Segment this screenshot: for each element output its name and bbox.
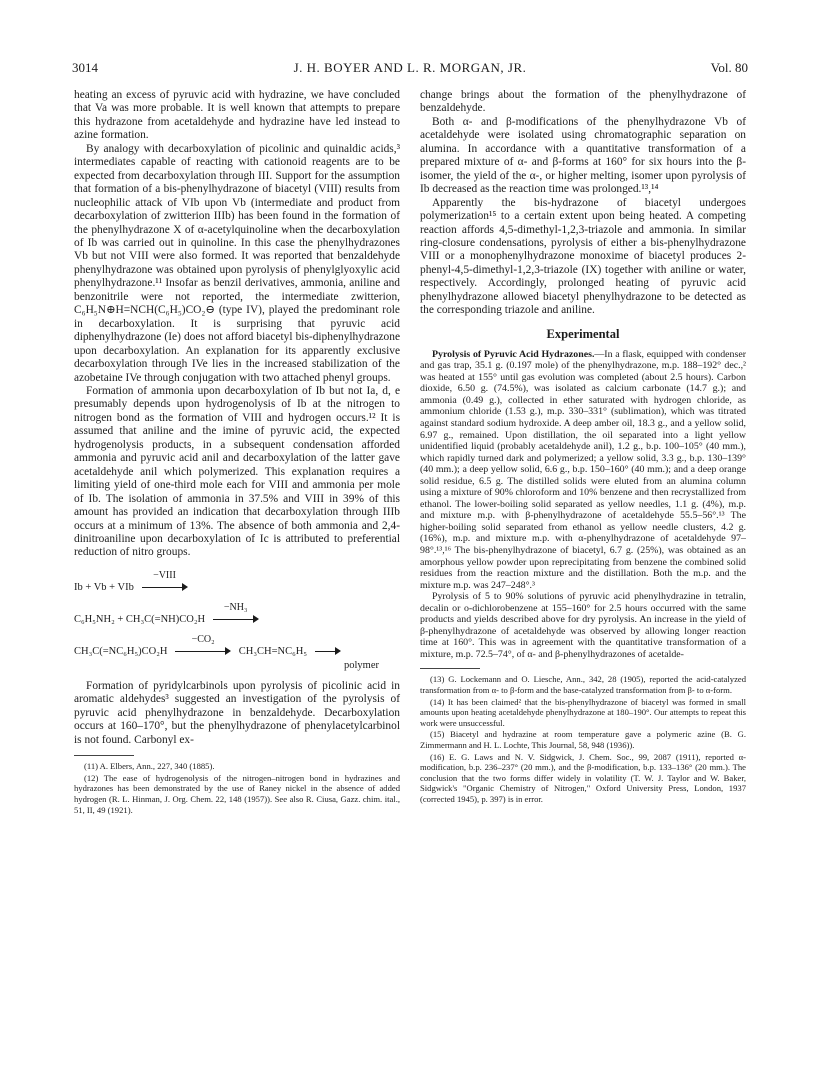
reaction-arrow — [142, 570, 188, 592]
scheme-line-2 — [74, 602, 264, 625]
arrow-label: −NH₃ — [223, 602, 248, 614]
experimental-text: —In a flask, equipped with condenser and gas trap, 35.1 g. (0.197 mole) of the phenylhydrazone, m.p. 188–192° dec.,² was heated at 155° until gas evolution was completed (about 2.5 hours). Carbon dioxide, 6.50 g. (74.5%), was isolated as calcium carbonate (14.7 g.); and ammonia (0.49 g.), collected in ether saturated with hydrogen chloride, as ammonium chloride (1.53 g.), m.p. 330–331° (sublimation), which was titrated against standard sodium hydroxide. A deep amber oil, 18.3 g., and a yellow solid, 6.97 g., remained. Upon distillation, the oil separated into a light yellow unidentified liquid (probably acetaldehyde anil), 1.2 g., b.p. 100–105° (40 mm.), which rapidly turned dark and polymerized; a yellow solid, 3.3 g., b.p. 130–139° (40 mm.); a deep yellow solid, 6.6 g., b.p. 150–160° (40 mm.); and a deep orange solid residue, 6.5 g. The distilled solids were eluted from an alumina column using a mixture of 90% chloroform and 10% benzene and then recrystallized from ethanol. The lower-boiling solid separated as yellow needles, 1.1 g. (4%), m.p. and mixture m.p. with β-phenylhydrazone of acetaldehyde 55.5–56°.¹³ The higher-boiling solid separated from ethanol as yellow needle clusters, 4.2 g. (16%), m.p. and mixture m.p. with α-phenylhydrazone of acetaldehyde 97–98°.¹³,¹⁶ The bis-phenylhydrazone of biacetyl, 6.7 g. (25%), was obtained as an amorphous yellow powder upon reprecipitating from benzene the combined solid residues from the reaction mixture and the distillation. Both the m.p. and the mixture m.p. was 247–248°.³ — [420, 348, 746, 591]
scheme-anil-acid: CH₃C(=NC₆H₅)CO₂H — [74, 645, 168, 657]
footnote: (13) G. Lockemann and O. Liesche, Ann., 342, 28 (1905), reported the acid-catalyzed transformation from α- to β-form and the base-catalyzed transformation from β- to α-form. — [420, 674, 746, 696]
body-paragraph: Formation of pyridylcarbinols upon pyrolysis of picolinic acid in aromatic aldehydes³ suggested an investigation of the pyrolysis of pyruvic acid phenylhydrazone in benzaldehyde. Decarboxylation occurs at 160–170°, but the phenylhydrazone of phenylacetylcarbinol is not found. Carbonyl ex- — [74, 679, 400, 746]
page-number: 3014 — [72, 60, 98, 75]
right-column — [420, 89, 746, 806]
scheme-line-1 — [74, 570, 193, 593]
reaction-scheme — [74, 570, 400, 670]
page-header — [72, 60, 748, 78]
running-authors: J. H. BOYER AND L. R. MORGAN, JR. — [293, 60, 527, 75]
body-paragraph: change brings about the formation of the phenylhydrazone of benzaldehyde. — [420, 89, 746, 115]
reaction-arrow — [315, 646, 341, 656]
footnote: (16) E. G. Laws and N. V. Sidgwick, J. Chem. Soc., 99, 2087 (1911), reported α-modification, b.p. 236–237° (20 mm.), and the β-modification, b.p. 133–136° (20 mm.). The conclusion that the two forms differ widely in volatility (T. W. J. Taylor and W. Baker, Sidgwick's "Organic Chemistry of Nitrogen," Oxford University Press, London, 1937 (corrected 1945), p. 397) is in error. — [420, 751, 746, 804]
arrow-label: −VIII — [153, 570, 176, 582]
footnote: (11) A. Elbers, Ann., 227, 340 (1885). — [84, 761, 215, 772]
experimental-paragraph — [420, 349, 746, 591]
body-paragraph: Formation of ammonia upon decarboxylation of Ib but not Ia, d, e presumably depends upon hydrogenolysis of Ib at the nitrogen to nitrogen bond as the formation of VIII and hydrogen occurs.¹² It is assumed that aniline and the imine of pyruvic acid, the expected hydrogenolysis products, in a subsequent condensation afforded ammonia and pyruvic acid anil and decarboxylation of the latter gave acetaldehyde anil which polymerized. This explanation requires a limiting yield of one-third mole each for VIII and ammonia per mole of Ib. The isolation of ammonia in 37.5% and VIII in 39% of this amount has provided an indication that decarboxylation through IIIb occurs at a minimum of 13%. The absence of both ammonia and 2,4-dinitroaniline upon decarboxylation of Ic is attributed to preferential reduction of nitro groups. — [74, 384, 400, 559]
footnote: (14) It has been claimed² that the bis-phenylhydrazone of biacetyl was formed in small amounts upon heating acetaldehyde phenylhydrazone at 180–190°. Our attempts to repeat this work were unsuccessful. — [420, 696, 746, 728]
footnote: (15) Biacetyl and hydrazine at room temperature gave a polymeric azine (B. G. Zimmermann and H. L. Lochte, This Journal, 58, 948 (1936)). — [420, 729, 746, 751]
scheme-anil: CH₃CH=NC₆H₅ — [238, 645, 307, 657]
footnote-rule — [420, 668, 480, 669]
run-in-heading: Pyrolysis of Pyruvic Acid Hydrazones. — [432, 348, 595, 360]
body-paragraph: By analogy with decarboxylation of picolinic and quinaldic acids,³ intermediates capable of reacting with cationoid reagents are to be expected from decarboxylation through III. Support for the assumption that formation of a bis-phenylhydrazone of biacetyl (VIII) results from nucleophilic attack of VIb upon Vb (intermediate and product from decarboxylation of zwitterion IIIb) has been found in the formation of the phenylhydrazone X of α-acetylquinoline when the decarboxylation of Ib was carried out in quinoline. In this case the phenylhydrazones Vb but not VIII were also formed. It was reported that benzaldehyde phenylhydrazone was obtained upon pyrolysis of phenylglyoxylic acid phenylhydrazone.¹¹ Insofar as benzil derivatives, ammonia, aniline and benzonitrile were not reported, the intermediate zwitterion, C₆H₅N⊕H=NCH(C₆H₅)CO₂⊖ (type IV), played the predominant role in decarboxylation. It is surprising that pyruvic acid diphenylhydrazone (Ie) does not afford biacetyl bis-diphenylhydrazone upon decarboxylation. An explanation for its apparently exclusive decarboxylation through IVe lies in the increased stabilization of the azobetaine IVe through conjugation with two attached phenyl groups. — [74, 142, 400, 384]
footnote: (12) The ease of hydrogenolysis of the nitrogen–nitrogen bond in hydrazines and hydrazones has been demonstrated by the use of Raney nickel in the absence of added hydrogen (R. L. Hinman, J. Org. Chem. 22, 148 (1957)). See also R. Ciusa, Gazz. chim. ital., 51, II, 49 (1921). — [74, 772, 400, 815]
scheme-reactants: Ib + Vb + VIb — [74, 581, 134, 593]
body-paragraph: Both α- and β-modifications of the phenylhydrazone Vb of acetaldehyde were isolated using chromatographic separation on alumina. In accordance with a quantitative transformation of a prepared mixture of α- and β-forms at 160° for six hours into the β-isomer, the yield of the α-, or higher melting, isomer upon pyrolysis of Ib decreased as the reaction time was prolonged.¹³,¹⁴ — [420, 115, 746, 196]
body-paragraph: heating an excess of pyruvic acid with hydrazine, we have concluded that Va was more probable. It is well known that attempts to prepare this hydrazone from acetaldehyde and hydrazine have led instead to azine formation. — [74, 89, 400, 142]
scheme-product: polymer — [344, 659, 379, 671]
reaction-arrow — [213, 602, 259, 624]
scheme-line-3 — [74, 634, 346, 657]
scheme-intermediate: C₆H₅NH₂ + CH₃C(=NH)CO₂H — [74, 613, 206, 625]
arrow-label: −CO₂ — [191, 634, 215, 646]
reaction-arrow — [175, 634, 231, 656]
volume-number: Vol. 80 — [710, 60, 748, 75]
experimental-paragraph: Pyrolysis of 5 to 90% solutions of pyruvic acid phenylhydrazine in tetralin, decalin or o-dichlorobenzene at 155–160° for 2.5 hours occurred with the same products and yields described above for dry pyrolysis. An increase in the yield of β-phenylhydrazone of acetaldehyde was observed by allowing longer reaction time at 160°. This was in agreement with the quantitative transformation of a mixture, m.p. 72.5–74°, of α- and β-phenylhydrazones of acetalde- — [420, 591, 746, 660]
footnote-rule — [74, 755, 134, 756]
left-column — [74, 89, 400, 816]
section-title: Experimental — [546, 326, 620, 341]
body-paragraph: Apparently the bis-hydrazone of biacetyl undergoes polymerization¹⁵ to a certain extent upon being heated. A competing reaction affords 4,5-dimethyl-1,2,3-triazole and ammonia. In similar ring-closure condensations, pyrolysis of either a bis-phenylhydrazone VIII or a monophenylhydrazone monoxime of biacetyl produces 2-phenyl-4,5-dimethyl-1,2,3-triazole (IX) together with aniline or water, respectively. Accordingly, prolonged heating of pyruvic acid phenylhydrazone allowed biacetyl phenylhydrazone to be detected as the corresponding triazole and aniline. — [420, 196, 746, 317]
